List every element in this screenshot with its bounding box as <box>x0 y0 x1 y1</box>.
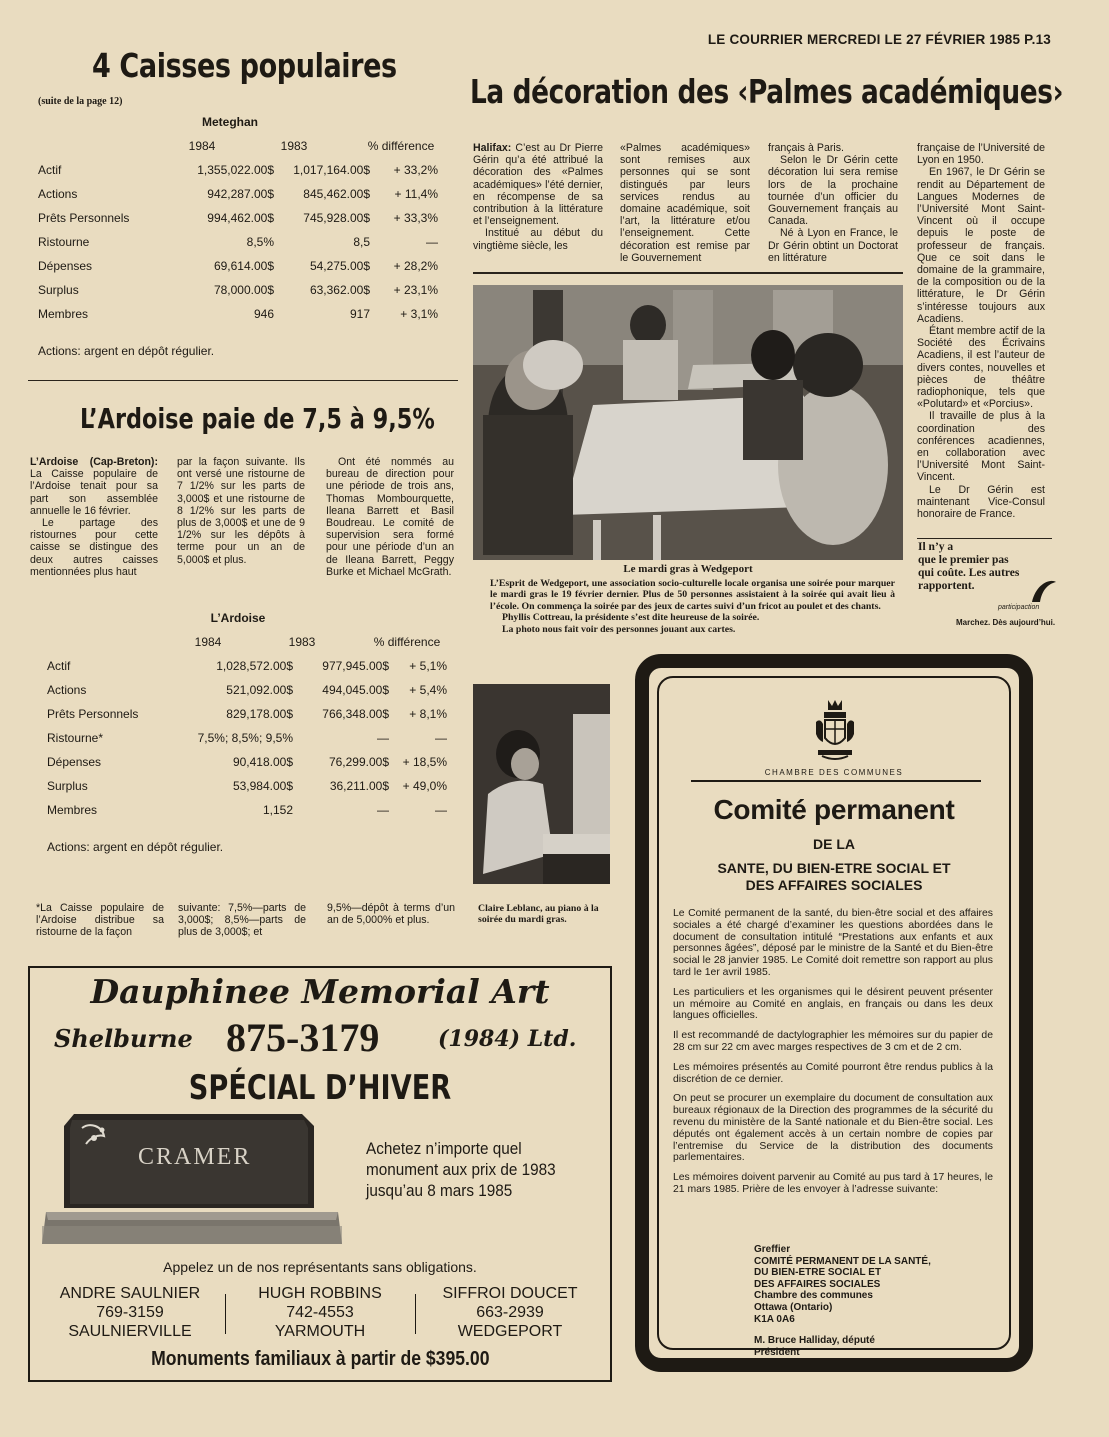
table-row <box>47 798 447 822</box>
cell-label: Surplus <box>47 779 88 793</box>
table-row <box>38 254 438 278</box>
ardoise-column-3 <box>326 456 454 578</box>
cell-1984: 521,092.00$ <box>226 683 293 697</box>
headline-palmes: La décoration des ‹Palmes académiques› <box>470 72 1064 111</box>
table-row <box>38 206 438 230</box>
rep-phone: 769-3159 <box>96 1304 164 1321</box>
rep-town: SAULNIERVILLE <box>68 1323 192 1340</box>
column-header-1983: 1983 <box>280 139 308 153</box>
cell-label: Actions <box>47 683 87 697</box>
participaction-logo-icon <box>1026 576 1060 606</box>
address-line: K1A 0A6 <box>754 1313 795 1325</box>
table-row <box>47 702 447 726</box>
rep-town: WEDGEPORT <box>457 1323 563 1340</box>
dauphinee-ad <box>28 966 612 1382</box>
chambre-rule <box>691 780 981 782</box>
photo-card-players <box>473 285 903 560</box>
address-line: Ottawa (Ontario) <box>754 1301 833 1313</box>
palmes-paragraph-11: Le Dr Gérin est maintenant Vice-Consul honoraire de France. <box>917 483 1045 521</box>
table-row <box>47 654 447 678</box>
commons-notice <box>635 654 1033 1372</box>
cell-label: Prêts Personnels <box>38 211 130 225</box>
palmes-paragraph-7: française de l’Université de Lyon en 1950. <box>917 142 1045 167</box>
table-row <box>47 774 447 798</box>
palmes-column-1 <box>473 142 603 252</box>
dauphinee-footer: Monuments familiaux à partir de $395.00 <box>150 1348 490 1370</box>
cell-1984: 78,000.00$ <box>213 283 274 297</box>
cell-difference: + 18,5% <box>402 755 447 769</box>
cell-1984: 1,355,022.00$ <box>197 163 274 177</box>
meteghan-note: Actions: argent en dépôt régulier. <box>38 344 215 358</box>
column-header-1983-b: 1983 <box>288 635 316 649</box>
table-row <box>38 230 438 254</box>
dauphinee-phone: 875-3179 <box>226 1015 380 1060</box>
cell-difference: — <box>435 803 447 817</box>
comite-paragraph-1: Le Comité permanent de la santé, du bien-être social et des affaires sociales a été chargé d’examiner les questions abordées dans le document de consultation intitulé “Prestations aux enfants et aux personnes âgées”, déposé par le ministre de la Santé et du Bien-être social le 28 janvier 1985. Le Comité doit remettre son rapport au plus tard le 1er avril 1985. <box>673 908 993 978</box>
cell-difference: + 8,1% <box>409 707 447 721</box>
rep-divider <box>225 1294 226 1334</box>
rep-doucet <box>430 1284 590 1341</box>
rep-robbins <box>240 1284 400 1341</box>
cell-difference: + 23,1% <box>393 283 438 297</box>
photo-caption-line-2: Phyllis Cottreau, la présidente s’est dite heureuse de la soirée. <box>502 612 760 624</box>
card-players-image <box>473 285 903 560</box>
column-header-1984-b: 1984 <box>194 635 222 649</box>
cell-1984: 829,178.00$ <box>226 707 293 721</box>
palmes-paragraph-1: C’est au Dr Pierre Gérin qu’a été attribué la décoration des «Palmes académiques» l’été dernier, en récompense de sa contribution à la littérature et l’enseignement. <box>473 142 603 228</box>
special-heading: SPÉCIAL D’HIVER <box>188 1068 452 1108</box>
cell-1983: 745,928.00$ <box>303 211 370 225</box>
photo-title: Le mardi gras à Wedgeport <box>623 563 753 575</box>
palmes-paragraph-6: Né à Lyon en France, le Dr Gérin obtint un Doctorat en littérature <box>768 227 898 264</box>
palmes-column-4 <box>917 142 1045 520</box>
comite-paragraph-3: Il est recommandé de dactylographier les mémoires sur du papier de 28 cm sur 22 cm avec marges respectives de 3 cm et de 2 cm. <box>673 1030 993 1053</box>
participaction-brand: participaction <box>998 604 1040 611</box>
cell-difference: + 28,2% <box>393 259 438 273</box>
ardoise-footnote-1 <box>36 902 164 939</box>
table-row <box>47 750 447 774</box>
comite-subtitle-1: SANTE, DU BIEN-ETRE SOCIAL ET <box>717 860 951 876</box>
monument-name: CRAMER <box>138 1144 252 1170</box>
photo-piano <box>473 684 610 884</box>
continued-note: (suite de la page 12) <box>38 96 123 107</box>
ardoise-footnote-3 <box>327 902 455 926</box>
table-caption-meteghan: Meteghan <box>201 115 258 129</box>
cell-1984: 7,5%; 8,5%; 9,5% <box>197 731 293 745</box>
table-row <box>47 678 447 702</box>
cell-1984: 994,462.00$ <box>207 211 274 225</box>
cell-difference: + 3,1% <box>400 307 438 321</box>
palmes-paragraph-2: Institué au début du vingtième siècle, les <box>473 227 603 252</box>
cell-difference: + 33,3% <box>393 211 438 225</box>
cell-1983: 494,045.00$ <box>322 683 389 697</box>
cell-difference: + 5,1% <box>409 659 447 673</box>
footnote-text-2: suivante: 7,5%—parts de 3,000$; 8,5%—parts de plus de 3,000$; et <box>178 902 306 939</box>
table-row <box>47 726 447 750</box>
ardoise-table <box>47 654 447 822</box>
page-masthead: LE COURRIER MERCREDI LE 27 FÉVRIER 1985 P.13 <box>707 32 1051 47</box>
comite-de-la: DE LA <box>813 836 855 852</box>
cell-1983: 63,362.00$ <box>309 283 370 297</box>
cell-1983: 1,017,164.00$ <box>293 163 370 177</box>
signer-title: Président <box>754 1346 800 1358</box>
meteghan-table <box>38 158 438 326</box>
cell-label: Actif <box>38 163 62 177</box>
participaction-line-2: que le premier pas <box>918 554 1009 566</box>
cell-label: Prêts Personnels <box>47 707 139 721</box>
special-wrap <box>30 1068 610 1108</box>
offer-line-3: jusqu’au 8 mars 1985 <box>366 1181 513 1200</box>
chambre-label: CHAMBRE DES COMMUNES <box>764 768 904 777</box>
cell-1983: 76,299.00$ <box>328 755 389 769</box>
coat-of-arms-icon <box>814 698 856 764</box>
ardoise-paragraph-1: La Caisse populaire de l’Ardoise tenait pour sa part son assemblée annuelle le 16 février. <box>30 468 158 517</box>
cell-1983: 8,5 <box>353 235 370 249</box>
comite-subtitle <box>649 860 1019 894</box>
photo-caption-line-3: La photo nous fait voir des personnes jouant aux cartes. <box>502 623 736 635</box>
rep-town: YARMOUTH <box>274 1323 366 1340</box>
footnote-text-3: 9,5%—dépôt à terms d’un an de 5,000% et plus. <box>327 902 455 927</box>
rep-name: HUGH ROBBINS <box>258 1285 382 1302</box>
participaction-line-1: Il n’y a <box>918 541 954 553</box>
palmes-column-2 <box>620 142 750 264</box>
monument-illustration <box>42 1108 342 1248</box>
offer-text <box>366 1138 556 1201</box>
cell-label: Dépenses <box>38 259 93 273</box>
palmes-column-3 <box>768 142 898 264</box>
cell-difference: + 5,4% <box>409 683 447 697</box>
section-divider <box>28 380 458 381</box>
piano-caption: Claire Leblanc, au piano à la soirée du mardi gras. <box>478 903 599 926</box>
photo-caption <box>490 578 895 635</box>
cell-1983: 917 <box>349 307 370 321</box>
representatives <box>50 1284 590 1341</box>
cell-1984: 946 <box>253 307 274 321</box>
cell-1983: 845,462.00$ <box>303 187 370 201</box>
rep-phone: 742-4553 <box>286 1304 354 1321</box>
comite-body <box>673 908 993 1204</box>
participaction-rule <box>917 538 1052 539</box>
palmes-paragraph-9: Étant membre actif de la Société des Écrivains Acadiens, il est l’auteur de divers contes, nouvelles et pièces de théâtre radiophonique, tels que «Polutard» et «Porcius». <box>917 325 1045 411</box>
ardoise-note: Actions: argent en dépôt régulier. <box>47 840 224 854</box>
headline-ardoise: L’Ardoise paie de 7,5 à 9,5% <box>80 402 435 435</box>
rep-saulnier <box>50 1284 210 1341</box>
cell-1983: 54,275.00$ <box>309 259 370 273</box>
cell-1984: 8,5% <box>246 235 274 249</box>
comite-paragraph-2: Les particuliers et les organismes qui le désirent peuvent présenter un mémoire au Comité en anglais, en français ou dans les deux langues officielles. <box>673 986 993 1022</box>
cell-label: Ristourne* <box>47 731 104 745</box>
palmes-dateline: Halifax: <box>473 142 512 154</box>
headline-caisses: 4 Caisses populaires <box>92 46 397 85</box>
cell-1983: 36,211.00$ <box>329 779 389 793</box>
palmes-paragraph-3: «Palmes académiques» sont remises aux personnes qui se sont distingués par leurs services rendus au domaine académique, soit l’art, la littérature et/ou l’enseignement. Cette décoration est remise par le Gouvernement <box>620 142 750 264</box>
dauphinee-town: Shelburne <box>54 1024 193 1053</box>
footer-wrap <box>30 1348 610 1371</box>
palmes-paragraph-4: français à Paris. <box>768 142 844 154</box>
address-line: COMITÉ PERMANENT DE LA SANTÉ, <box>754 1255 931 1267</box>
cell-1984: 53,984.00$ <box>232 779 293 793</box>
palmes-paragraph-5: Selon le Dr Gérin cette décoration lui sera remise lors de la prochaine tournée d’un officier du Gouvernement français au Canada. <box>768 154 898 228</box>
cell-label: Actif <box>47 659 71 673</box>
table-row <box>38 302 438 326</box>
piano-image <box>473 684 610 884</box>
ardoise-column-1 <box>30 456 158 578</box>
palmes-paragraph-8: En 1967, le Dr Gérin se rendit au Département de Langues Modernes de l’Université Mont Saint-Vincent où il occupe depuis le poste de professeur de français. Que ce soit dans le domaine de la grammaire, de la composition ou de la littérature, le Dr Gérin s’intéresse toujours aux Acadiens. <box>917 166 1045 325</box>
offer-line-2: monument aux prix de 1983 <box>366 1160 556 1179</box>
dauphinee-name: Dauphinee Memorial Art <box>90 972 550 1011</box>
cell-difference: + 49,0% <box>402 779 447 793</box>
participaction-line-3: qui coûte. Les autres <box>918 567 1020 579</box>
comite-paragraph-5: On peut se procurer un exemplaire du document de consultation aux bureaux régionaux de la Direction des programmes de la sécurité du revenu du ministère de la Santé nationale et du Bien-être social. Les députés ont également accès à un certain nombre de copies par l’entremise du Service de la distribution des documents parlementaires. <box>673 1093 993 1164</box>
comite-subtitle-2: DES AFFAIRES SOCIALES <box>745 877 923 893</box>
rep-name: ANDRE SAULNIER <box>59 1285 201 1302</box>
cell-label: Surplus <box>38 283 79 297</box>
cell-1984: 69,614.00$ <box>213 259 274 273</box>
table-row <box>38 158 438 182</box>
table-row <box>38 182 438 206</box>
footnote-text-1: *La Caisse populaire de l’Ardoise distribue sa ristourne de la façon <box>36 902 164 939</box>
dauphinee-ltd: (1984) Ltd. <box>438 1026 577 1052</box>
rep-phone: 663-2939 <box>476 1304 544 1321</box>
cell-1984: 942,287.00$ <box>207 187 274 201</box>
cell-label: Ristourne <box>38 235 90 249</box>
cell-1983: — <box>377 803 389 817</box>
address-line: Chambre des communes <box>754 1290 873 1302</box>
cell-1984: 1,028,572.00$ <box>216 659 293 673</box>
participaction-line-4: rapportent. <box>918 580 975 592</box>
cell-1983: 977,945.00$ <box>322 659 389 673</box>
address-line: Greffier <box>754 1244 791 1255</box>
comite-paragraph-6: Les mémoires doivent parvenir au Comité au pus tard à 17 heures, le 21 mars 1985. Prière de les envoyer à l’adresse suivante: <box>673 1172 993 1195</box>
ardoise-paragraph-4: Ont été nommés au bureau de direction pour une période de trois ans, Thomas Mombourquette, Ileana Barrett et Basil Boudreau. Le comité de supervision sera formé pour une période d’un an de Ileana Barrett, Peggy Burke et Michael McGrath. <box>326 456 454 578</box>
ardoise-paragraph-3: par la façon suivante. Ils ont versé une ristourne de 7 1/2% sur les parts de 3,000$ et une ristourne de 8 1/2% sur les parts de plus de 3,000$ et une de 9 1/2% sur les dépôts à terme pour un an de 5,000$ et plus. <box>177 456 305 566</box>
cell-1983: — <box>377 731 389 745</box>
cell-label: Dépenses <box>47 755 102 769</box>
rep-divider <box>415 1294 416 1334</box>
photo-caption-line-1: L’Esprit de Wedgeport, une association socio-culturelle locale organisa une soirée pour marquer le mardi gras le 19 février dernier. Plus de 50 personnes assistaient à la soirée qui avait lieu à l’école. On commença la soirée par des jeux de cartes suivi d’un fricot au poulet et des chants. <box>490 578 895 612</box>
column-header-difference: % différence <box>367 139 435 153</box>
ardoise-paragraph-2: Le partage des ristournes pour cette caisse se distingue des deux autres caisses mentionnées plus haut <box>30 517 158 578</box>
call-line: Appelez un de nos représentants sans obligations. <box>163 1259 477 1275</box>
address-line: DES AFFAIRES SOCIALES <box>754 1278 881 1290</box>
cell-label: Actions <box>38 187 78 201</box>
comite-title: Comité permanent <box>713 794 955 825</box>
participaction-tagline: Marchez. Dès aujourd’hui. <box>956 618 1056 627</box>
signer-name: M. Bruce Halliday, député <box>754 1335 875 1347</box>
cell-difference: — <box>435 731 447 745</box>
ardoise-column-2 <box>177 456 305 566</box>
address-line: DU BIEN-ETRE SOCIAL ET <box>754 1267 882 1279</box>
comite-address <box>754 1244 931 1358</box>
cell-1984: 1,152 <box>262 803 293 817</box>
ardoise-footnote-2 <box>178 902 306 939</box>
cell-1983: 766,348.00$ <box>322 707 389 721</box>
column-header-1984: 1984 <box>188 139 216 153</box>
cell-label: Membres <box>47 803 98 817</box>
cell-label: Membres <box>38 307 89 321</box>
ardoise-dateline: L’Ardoise (Cap-Breton): <box>30 456 158 468</box>
comite-paragraph-4: Les mémoires présentés au Comité pourront être rendus publics à la discrétion de ce dernier. <box>673 1061 993 1085</box>
monument-icon <box>42 1108 342 1248</box>
column-header-difference-b: % différence <box>373 635 441 649</box>
cell-difference: — <box>426 235 438 249</box>
cell-difference: + 11,4% <box>394 187 438 201</box>
table-row <box>38 278 438 302</box>
rep-name: SIFFROI DOUCET <box>442 1285 578 1302</box>
palmes-divider <box>473 272 903 274</box>
palmes-paragraph-10: Il travaille de plus à la coordination des conférences acadiennes, en collaboration avec l’Université Mont Saint-Vincent. <box>917 410 1045 484</box>
offer-line-1: Achetez n’importe quel <box>366 1139 522 1158</box>
cell-1984: 90,418.00$ <box>232 755 293 769</box>
cell-difference: + 33,2% <box>393 163 438 177</box>
table-caption-ardoise: L’Ardoise <box>210 611 266 625</box>
